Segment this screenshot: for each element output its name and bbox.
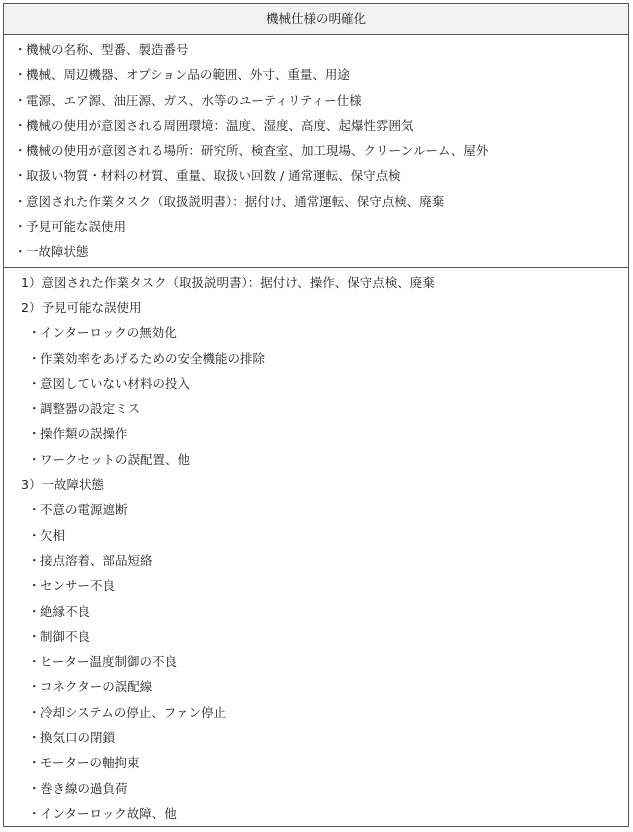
bullet-mark: ・ bbox=[14, 168, 27, 184]
bullet-mark: ・ bbox=[28, 628, 41, 644]
list-item bbox=[4, 189, 628, 214]
list-item-text: モーターの軸拘束 bbox=[40, 755, 140, 771]
list-item-text: インターロックの無効化 bbox=[40, 325, 177, 341]
list-item-text: 予見可能な誤使用 bbox=[26, 219, 127, 235]
list-item bbox=[4, 421, 628, 446]
list-item-text: 機械、周辺機器、オプション品の範囲、外寸、重量、用途 bbox=[26, 67, 350, 83]
list-item bbox=[4, 599, 628, 624]
bullet-mark: ・ bbox=[28, 552, 41, 568]
list-item bbox=[4, 649, 628, 674]
bullet-mark: ・ bbox=[28, 704, 41, 720]
bullet-mark: ・ bbox=[28, 451, 41, 467]
list-item bbox=[4, 523, 628, 548]
bullet-mark: ・ bbox=[28, 375, 41, 391]
list-item bbox=[4, 497, 628, 522]
bullet-mark: ・ bbox=[14, 143, 27, 159]
bullet-mark: ・ bbox=[14, 244, 27, 260]
list-item-text: 機械の使用が意図される場所：研究所、検査室、加工現場、クリーンルーム、屋外 bbox=[26, 143, 489, 159]
list-item bbox=[4, 88, 628, 113]
bullet-mark: ・ bbox=[28, 401, 41, 417]
list-item-text: 絶縁不良 bbox=[40, 603, 91, 619]
list-item-text: 作業効率をあげるための安全機能の排除 bbox=[40, 350, 266, 366]
list-item bbox=[4, 700, 628, 725]
group-heading: 1）意図された作業タスク（取扱説明書）：据付け、操作、保守点検、廃棄 bbox=[21, 274, 435, 290]
list-item bbox=[4, 396, 628, 421]
list-item-text: 不意の電源遮断 bbox=[40, 502, 128, 518]
list-item bbox=[4, 750, 628, 775]
bullet-mark: ・ bbox=[28, 350, 41, 366]
bullet-mark: ・ bbox=[28, 603, 41, 619]
bullet-mark: ・ bbox=[14, 92, 27, 108]
spec-table bbox=[3, 3, 629, 827]
list-item-text: 意図された作業タスク（取扱説明書）：据付け、通常運転、保守点検、廃棄 bbox=[26, 193, 445, 209]
list-item-text: ワークセットの誤配置、他 bbox=[40, 451, 191, 467]
bullet-mark: ・ bbox=[28, 527, 41, 543]
list-item-text: センサー不良 bbox=[40, 578, 116, 594]
bullet-mark: ・ bbox=[28, 730, 41, 746]
list-item bbox=[4, 573, 628, 598]
bullet-mark: ・ bbox=[14, 193, 27, 209]
bullet-mark: ・ bbox=[28, 755, 41, 771]
list-item-text: コネクターの誤配線 bbox=[40, 679, 153, 695]
bullet-mark: ・ bbox=[28, 805, 41, 821]
spec-items-section bbox=[4, 35, 628, 268]
list-item-text: 操作類の誤操作 bbox=[40, 426, 128, 442]
list-item-text: 機械の使用が意図される周囲環境：温度、湿度、高度、起爆性雰囲気 bbox=[26, 117, 414, 133]
list-item-text: 換気口の閉鎖 bbox=[40, 730, 116, 746]
bullet-mark: ・ bbox=[28, 780, 41, 796]
list-item-text: インターロック故障、他 bbox=[40, 805, 177, 821]
table-title: 機械仕様の明確化 bbox=[4, 4, 628, 35]
list-item bbox=[4, 776, 628, 801]
list-item bbox=[4, 320, 628, 345]
list-item bbox=[4, 674, 628, 699]
bullet-mark: ・ bbox=[14, 67, 27, 83]
list-item-text: 制御不良 bbox=[40, 628, 91, 644]
list-item bbox=[4, 113, 628, 138]
bullet-mark: ・ bbox=[28, 325, 41, 341]
bullet-mark: ・ bbox=[28, 502, 41, 518]
group-heading: 3）一故障状態 bbox=[21, 477, 104, 493]
bullet-mark: ・ bbox=[14, 117, 27, 133]
bullet-mark: ・ bbox=[28, 654, 41, 670]
bullet-mark: ・ bbox=[14, 219, 27, 235]
list-item-text: 意図していない材料の投入 bbox=[40, 375, 191, 391]
list-item-text: 冷却システムの停止、ファン停止 bbox=[40, 704, 227, 720]
list-item bbox=[4, 371, 628, 396]
group-heading: 2）予見可能な誤使用 bbox=[21, 299, 142, 315]
list-item-text: 取扱い物質・材料の材質、重量、取扱い回数 / 通常運転、保守点検 bbox=[26, 168, 401, 184]
list-item bbox=[4, 214, 628, 239]
list-item bbox=[4, 447, 628, 472]
details-section bbox=[4, 268, 628, 827]
list-item-text: 接点溶着、部品短絡 bbox=[40, 552, 153, 568]
list-item bbox=[4, 548, 628, 573]
list-item bbox=[4, 346, 628, 371]
list-item-text: 欠相 bbox=[40, 527, 66, 543]
list-item bbox=[4, 138, 628, 163]
list-item bbox=[4, 37, 628, 62]
list-item-text: 機械の名称、型番、製造番号 bbox=[26, 42, 189, 57]
list-item-text: 一故障状態 bbox=[26, 244, 89, 260]
list-item bbox=[4, 163, 628, 188]
bullet-mark: ・ bbox=[28, 679, 41, 695]
list-item bbox=[4, 624, 628, 649]
list-item-text: ヒーター温度制御の不良 bbox=[40, 654, 178, 670]
list-item bbox=[4, 239, 628, 264]
list-item bbox=[4, 62, 628, 87]
list-item-text: 電源、エア源、油圧源、ガス、水等のユーティリティー仕様 bbox=[26, 92, 362, 108]
list-item bbox=[4, 801, 628, 826]
bullet-mark: ・ bbox=[28, 578, 41, 594]
list-item-text: 巻き線の過負荷 bbox=[40, 780, 128, 796]
list-item-text: 調整器の設定ミス bbox=[40, 401, 141, 417]
bullet-mark: ・ bbox=[14, 42, 27, 57]
bullet-mark: ・ bbox=[28, 426, 41, 442]
list-item bbox=[4, 725, 628, 750]
